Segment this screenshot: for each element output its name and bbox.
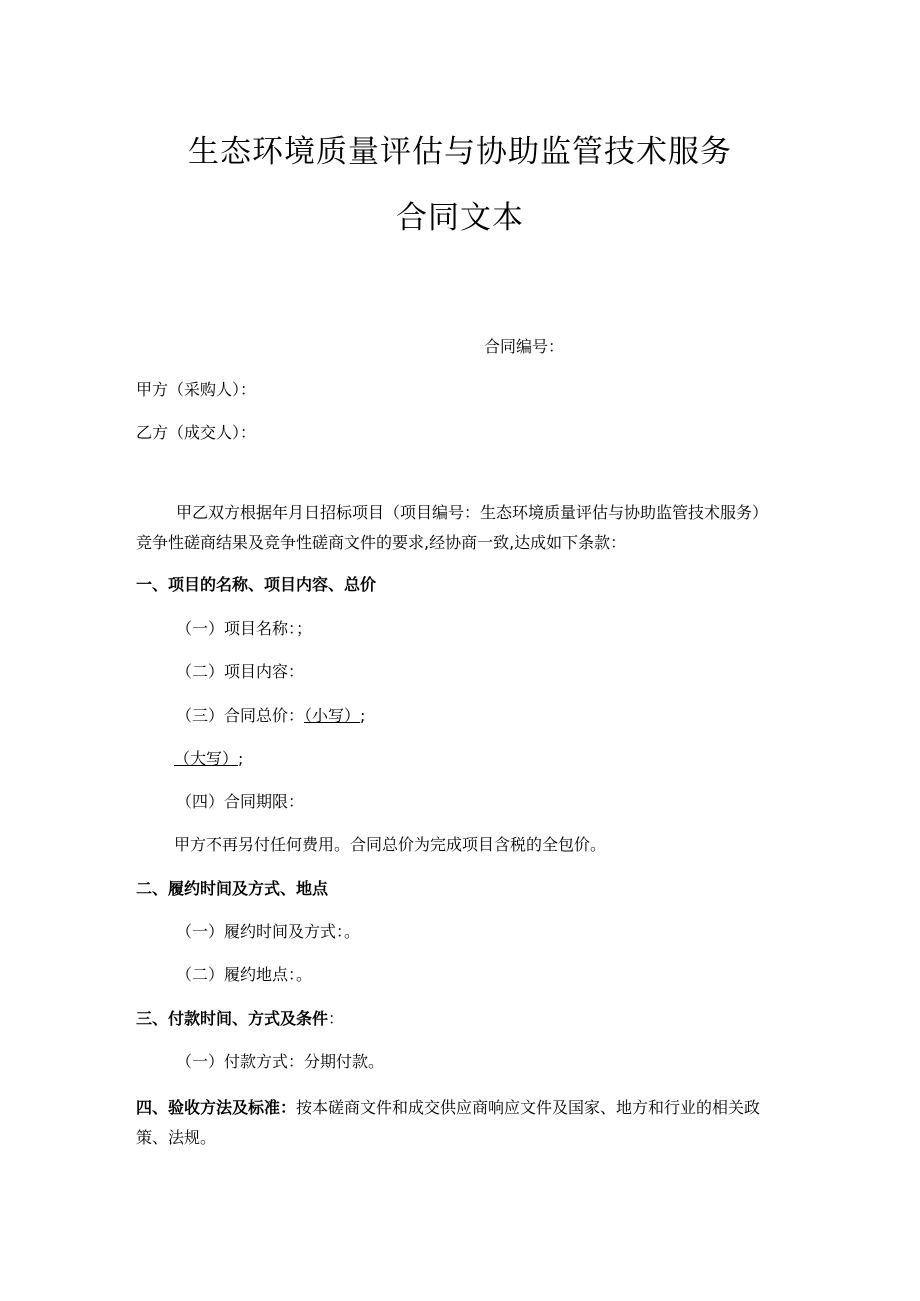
total-price-small: （小写） xyxy=(304,706,361,725)
section-1-heading: 一、项目的名称、项目内容、总价 xyxy=(136,575,377,594)
section-1-note: 甲方不再另付任何费用。合同总价为完成项目含税的全包价。 xyxy=(174,835,607,854)
section-2-item-2: （二）履约地点：。 xyxy=(176,965,313,984)
section-4-paragraph xyxy=(136,1093,776,1153)
section-3-item-1: （一）付款方式：分期付款。 xyxy=(176,1052,385,1071)
total-price-big-tail: ; xyxy=(238,749,244,768)
contract-number-label: 合同编号： xyxy=(484,337,565,356)
section-2-item-1: （一）履约时间及方式：。 xyxy=(176,922,361,941)
section-3-heading: 三、付款时间、方式及条件 xyxy=(136,1009,329,1028)
section-3-heading-line xyxy=(136,1008,344,1030)
section-1-item-3-big xyxy=(174,748,243,770)
section-1-item-3 xyxy=(176,705,365,727)
section-1-item-4: （四）合同期限： xyxy=(176,792,305,811)
section-1-item-1: （一）项目名称：； xyxy=(176,619,313,638)
section-4-heading: 四、验收方法及标准： xyxy=(136,1098,297,1117)
section-3-heading-tail: ： xyxy=(328,1009,345,1028)
total-price-small-tail: ; xyxy=(360,706,366,725)
party-b-label: 乙方（成交人）： xyxy=(136,423,257,442)
document-title: 生态环境质量评估与协助监管技术服务 xyxy=(188,134,732,170)
section-1-item-2: （二）项目内容： xyxy=(176,662,305,681)
section-4-body: 按本磋商文件和成交供应商响应文件及国家、地方和行业的相关政策、法规。 xyxy=(136,1098,761,1147)
total-price-label: （三）合同总价： xyxy=(176,706,305,725)
document-subtitle: 合同文本 xyxy=(396,200,524,236)
party-a-label: 甲方（采购人）： xyxy=(136,380,257,399)
intro-text: 甲乙双方根据年月日招标项目（项目编号：生态环境质量评估与协助监管技术服务）竞争性磋商结果及竞争性磋商文件的要求,经协商一致,达成如下条款： xyxy=(136,503,769,552)
total-price-big: （大写） xyxy=(174,749,239,768)
intro-paragraph xyxy=(136,498,776,558)
section-2-heading: 二、履约时间及方式、地点 xyxy=(136,879,329,898)
